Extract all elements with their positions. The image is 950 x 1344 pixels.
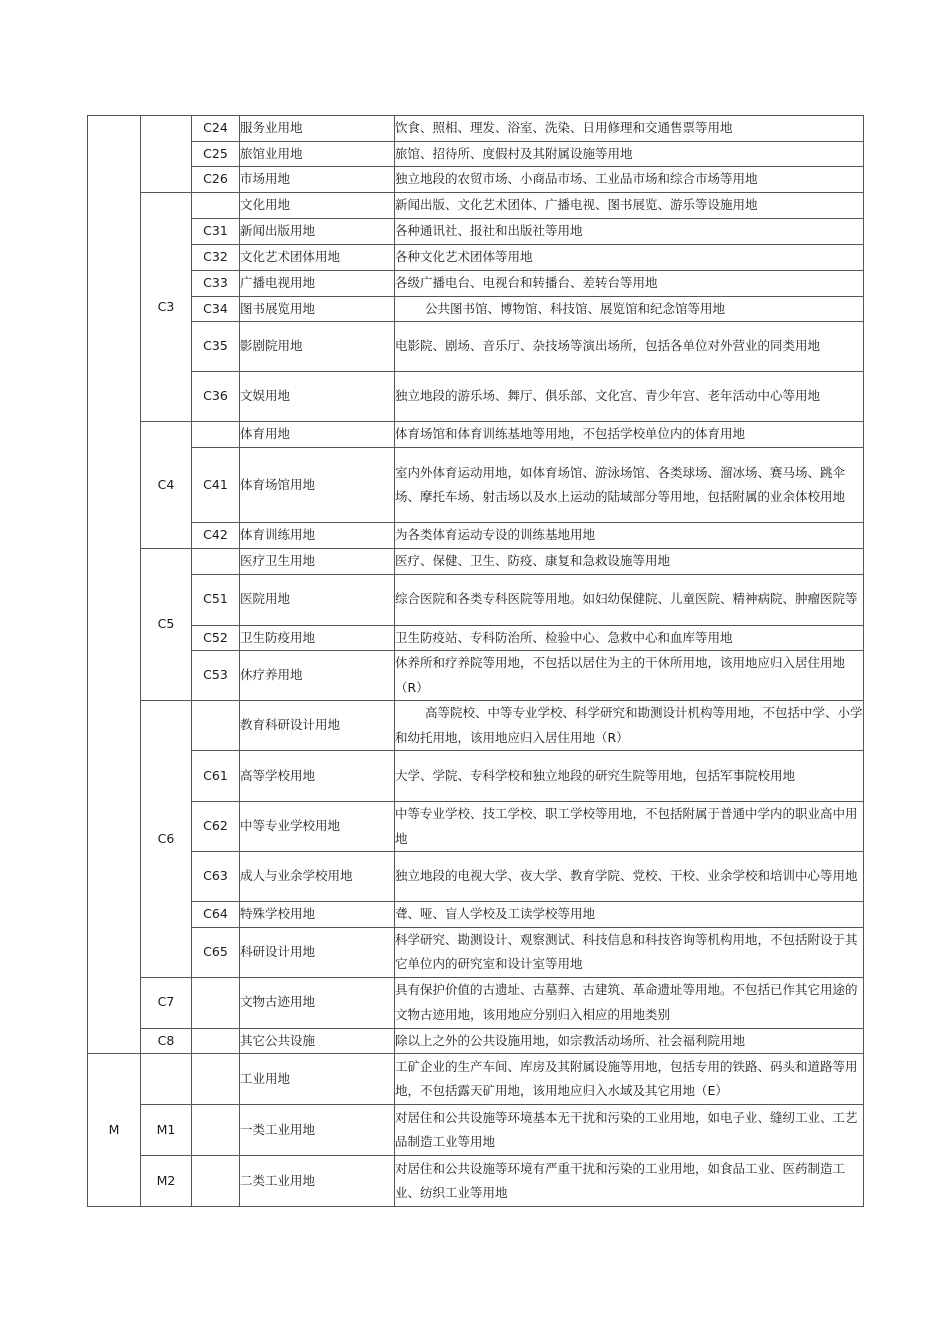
description-cell: 各级广播电台、电视台和转播台、差转台等用地: [395, 270, 864, 296]
medium-class-cell: [141, 116, 192, 193]
major-class-cell: M: [88, 1054, 141, 1207]
table-row: [88, 192, 864, 218]
table-row: [88, 218, 864, 244]
sub-code-cell: C64: [192, 902, 240, 928]
sub-code-cell: C51: [192, 574, 240, 625]
table-row: [88, 549, 864, 575]
medium-class-cell: M2: [141, 1156, 192, 1207]
land-name-cell: 文化用地: [240, 192, 395, 218]
sub-code-cell: C32: [192, 244, 240, 270]
land-name-cell: 服务业用地: [240, 116, 395, 142]
description-cell: 新闻出版、文化艺术团体、广播电视、图书展览、游乐等设施用地: [395, 192, 864, 218]
sub-code-cell: C24: [192, 116, 240, 142]
sub-code-cell: C52: [192, 625, 240, 651]
description-cell: 科学研究、勘测设计、观察测试、科技信息和科技咨询等机构用地，不包括附设于其它单位内的研究室和设计室等用地: [395, 927, 864, 977]
sub-code-cell: C31: [192, 218, 240, 244]
medium-class-cell: C5: [141, 549, 192, 701]
land-name-cell: 文物古迹用地: [240, 977, 395, 1028]
description-cell: 工矿企业的生产车间、库房及其附属设施等用地，包括专用的铁路、码头和道路等用地，不包括露天矿用地，该用地应归入水域及其它用地（E）: [395, 1054, 864, 1105]
sub-code-cell: [192, 549, 240, 575]
land-name-cell: 影剧院用地: [240, 322, 395, 372]
sub-code-cell: [192, 977, 240, 1028]
description-cell: 独立地段的游乐场、舞厅、俱乐部、文化宫、青少年宫、老年活动中心等用地: [395, 372, 864, 422]
table-row: [88, 1054, 864, 1105]
table-row: [88, 902, 864, 928]
description-cell: 医疗、保健、卫生、防疫、康复和急救设施等用地: [395, 549, 864, 575]
sub-code-cell: C36: [192, 372, 240, 422]
land-name-cell: 高等学校用地: [240, 751, 395, 802]
table-row: [88, 141, 864, 167]
land-name-cell: 成人与业余学校用地: [240, 852, 395, 902]
description-cell: 独立地段的电视大学、夜大学、教育学院、党校、干校、业余学校和培训中心等用地: [395, 852, 864, 902]
sub-code-cell: C33: [192, 270, 240, 296]
table-row: [88, 927, 864, 977]
description-cell: 各种文化艺术团体等用地: [395, 244, 864, 270]
description-cell: 电影院、剧场、音乐厅、杂技场等演出场所，包括各单位对外营业的同类用地: [395, 322, 864, 372]
sub-code-cell: C63: [192, 852, 240, 902]
medium-class-cell: C7: [141, 977, 192, 1028]
sub-code-cell: C34: [192, 296, 240, 322]
description-cell: [395, 296, 864, 322]
land-name-cell: 文娱用地: [240, 372, 395, 422]
land-name-cell: 体育用地: [240, 422, 395, 448]
medium-class-cell: C3: [141, 192, 192, 422]
description-cell: 综合医院和各类专科医院等用地。如妇幼保健院、儿童医院、精神病院、肿瘤医院等: [395, 574, 864, 625]
table-row: [88, 802, 864, 852]
land-name-cell: 一类工业用地: [240, 1105, 395, 1156]
description-cell: 卫生防疫站、专科防治所、检验中心、急救中心和血库等用地: [395, 625, 864, 651]
medium-class-cell: C4: [141, 422, 192, 549]
sub-code-cell: [192, 1028, 240, 1054]
sub-code-cell: C62: [192, 802, 240, 852]
table-row: [88, 523, 864, 549]
sub-code-cell: [192, 1054, 240, 1105]
description-cell: 对居住和公共设施等环境有严重干扰和污染的工业用地，如食品工业、医药制造工业、纺织工业等用地: [395, 1156, 864, 1207]
sub-code-cell: [192, 701, 240, 751]
sub-code-cell: C41: [192, 448, 240, 523]
land-name-cell: 二类工业用地: [240, 1156, 395, 1207]
table-row: [88, 751, 864, 802]
sub-code-cell: [192, 1105, 240, 1156]
table-row: [88, 1028, 864, 1054]
medium-class-cell: C6: [141, 701, 192, 978]
land-name-cell: 科研设计用地: [240, 927, 395, 977]
land-name-cell: 工业用地: [240, 1054, 395, 1105]
description-text: 公共图书馆、博物馆、科技馆、展览馆和纪念馆等用地: [425, 300, 726, 316]
description-cell: 饮食、照相、理发、浴室、洗染、日用修理和交通售票等用地: [395, 116, 864, 142]
land-name-cell: 体育场馆用地: [240, 448, 395, 523]
sub-code-cell: [192, 422, 240, 448]
land-name-cell: 医院用地: [240, 574, 395, 625]
table-row: [88, 296, 864, 322]
land-name-cell: 新闻出版用地: [240, 218, 395, 244]
land-use-table: [87, 115, 864, 1207]
description-cell: 除以上之外的公共设施用地，如宗教活动场所、社会福利院用地: [395, 1028, 864, 1054]
sub-code-cell: C25: [192, 141, 240, 167]
table-row: [88, 372, 864, 422]
medium-class-cell: M1: [141, 1105, 192, 1156]
land-name-cell: 特殊学校用地: [240, 902, 395, 928]
description-cell: 为各类体育运动专设的训练基地用地: [395, 523, 864, 549]
table-row: [88, 977, 864, 1028]
land-name-cell: 文化艺术团体用地: [240, 244, 395, 270]
sub-code-cell: C65: [192, 927, 240, 977]
table-row: [88, 574, 864, 625]
table-row: [88, 116, 864, 142]
description-cell: 聋、哑、盲人学校及工读学校等用地: [395, 902, 864, 928]
medium-class-cell: C8: [141, 1028, 192, 1054]
land-name-cell: 休疗养用地: [240, 651, 395, 701]
table-row: [88, 701, 864, 751]
sub-code-cell: C42: [192, 523, 240, 549]
sub-code-cell: [192, 192, 240, 218]
table-row: [88, 270, 864, 296]
land-name-cell: 医疗卫生用地: [240, 549, 395, 575]
land-name-cell: 中等专业学校用地: [240, 802, 395, 852]
sub-code-cell: C26: [192, 167, 240, 193]
land-name-cell: 教育科研设计用地: [240, 701, 395, 751]
land-name-cell: 市场用地: [240, 167, 395, 193]
table-row: [88, 448, 864, 523]
table-row: [88, 322, 864, 372]
land-name-cell: 卫生防疫用地: [240, 625, 395, 651]
land-name-cell: 其它公共设施: [240, 1028, 395, 1054]
table-row: [88, 422, 864, 448]
description-text: 高等院校、中等专业学校、科学研究和勘测设计机构等用地，不包括中学、小学和幼托用地，该用地应归入居住用地（R）: [395, 705, 863, 745]
description-cell: 具有保护价值的古遗址、古墓葬、古建筑、革命遗址等用地。不包括已作其它用途的文物古迹用地，该用地应分别归入相应的用地类别: [395, 977, 864, 1028]
sub-code-cell: C53: [192, 651, 240, 701]
description-cell: 体育场馆和体育训练基地等用地，不包括学校单位内的体育用地: [395, 422, 864, 448]
land-name-cell: 旅馆业用地: [240, 141, 395, 167]
medium-class-cell: [141, 1054, 192, 1105]
major-class-cell: [88, 116, 141, 1054]
table-row: [88, 244, 864, 270]
sub-code-cell: C61: [192, 751, 240, 802]
description-cell: 对居住和公共设施等环境基本无干扰和污染的工业用地，如电子业、缝纫工业、工艺品制造工业等用地: [395, 1105, 864, 1156]
description-cell: 大学、学院、专科学校和独立地段的研究生院等用地，包括军事院校用地: [395, 751, 864, 802]
land-name-cell: 图书展览用地: [240, 296, 395, 322]
table-row: [88, 852, 864, 902]
land-name-cell: 体育训练用地: [240, 523, 395, 549]
table-row: [88, 1156, 864, 1207]
description-cell: [395, 701, 864, 751]
description-cell: 中等专业学校、技工学校、职工学校等用地，不包括附属于普通中学内的职业高中用地: [395, 802, 864, 852]
description-cell: 休养所和疗养院等用地，不包括以居住为主的干休所用地，该用地应归入居住用地（R）: [395, 651, 864, 701]
table-row: [88, 1105, 864, 1156]
sub-code-cell: [192, 1156, 240, 1207]
description-cell: 室内外体育运动用地，如体育场馆、游泳场馆、各类球场、溜冰场、赛马场、跳伞场、摩托车场、射击场以及水上运动的陆域部分等用地，包括附属的业余体校用地: [395, 448, 864, 523]
table-row: [88, 651, 864, 701]
land-name-cell: 广播电视用地: [240, 270, 395, 296]
table-row: [88, 625, 864, 651]
description-cell: 旅馆、招待所、度假村及其附属设施等用地: [395, 141, 864, 167]
sub-code-cell: C35: [192, 322, 240, 372]
description-cell: 各种通讯社、报社和出版社等用地: [395, 218, 864, 244]
description-cell: 独立地段的农贸市场、小商品市场、工业品市场和综合市场等用地: [395, 167, 864, 193]
table-row: [88, 167, 864, 193]
